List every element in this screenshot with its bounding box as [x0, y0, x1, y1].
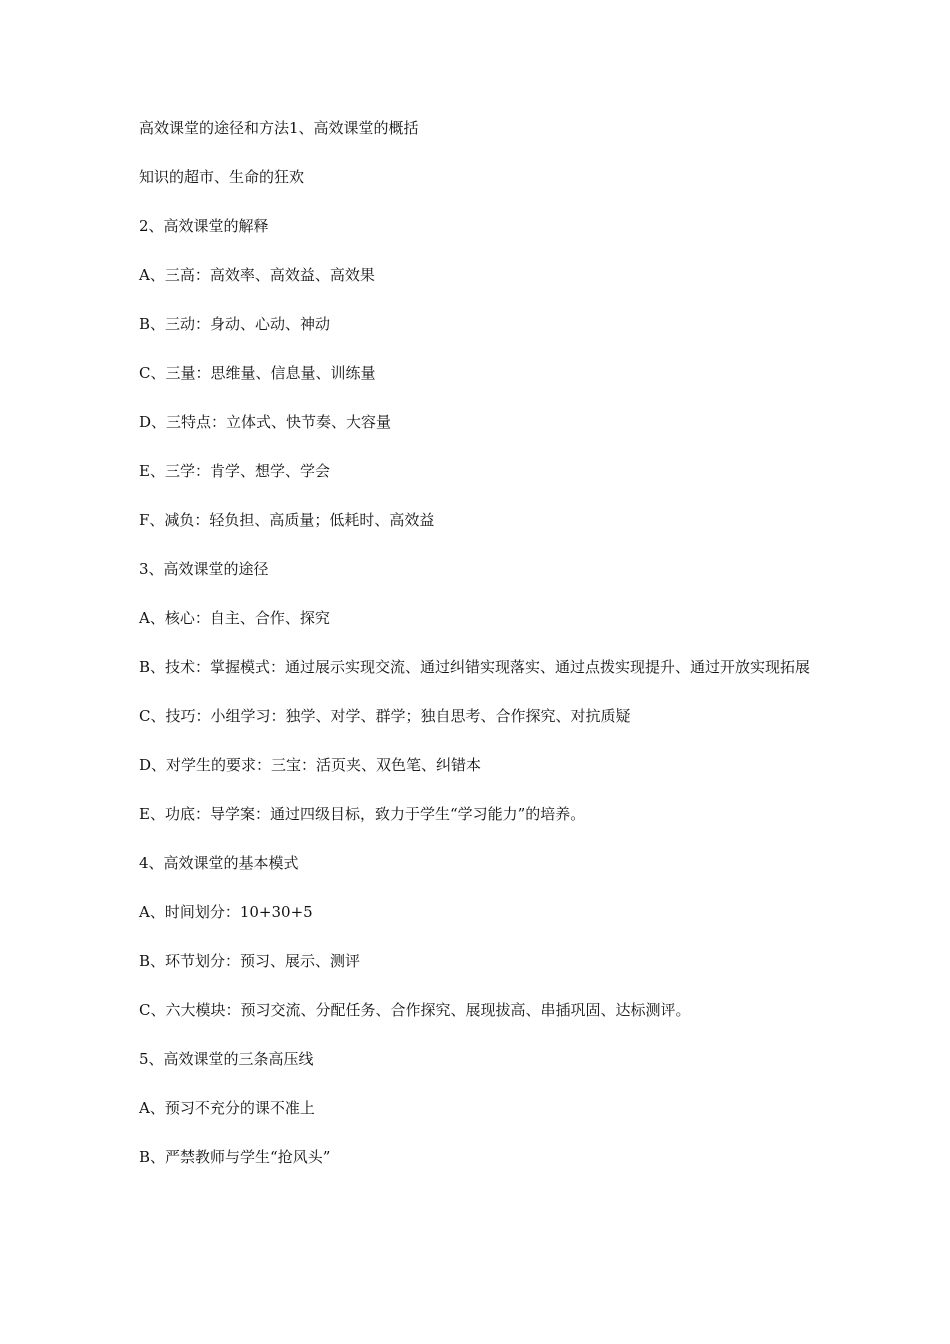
- list-item: E、三学：肯学、想学、学会: [139, 462, 330, 480]
- list-item: F、减负：轻负担、高质量；低耗时、高效益: [139, 511, 435, 529]
- list-item: C、三量：思维量、信息量、训练量: [139, 364, 376, 382]
- document-body: [139, 116, 819, 1194]
- list-item: B、三动：身动、心动、神动: [139, 315, 331, 333]
- list-item: C、六大模块：预习交流、分配任务、合作探究、展现拔高、串插巩固、达标测评。: [139, 1001, 691, 1019]
- list-item: C、技巧：小组学习：独学、对学、群学；独自思考、合作探究、对抗质疑: [139, 707, 631, 725]
- paragraph-summary: 知识的超市、生命的狂欢: [139, 168, 305, 186]
- list-item: B、环节划分：预习、展示、测评: [139, 952, 361, 970]
- list-item: E、功底：导学案：通过四级目标，致力于学生“学习能力”的培养。: [139, 805, 586, 823]
- section-heading-3: 3、高效课堂的途径: [139, 560, 269, 578]
- list-item: A、三高：高效率、高效益、高效果: [139, 266, 375, 284]
- list-item: D、三特点：立体式、快节奏、大容量: [139, 413, 392, 431]
- section-heading-5: 5、高效课堂的三条高压线: [139, 1050, 314, 1068]
- list-item: D、对学生的要求：三宝：活页夹、双色笔、纠错本: [139, 756, 482, 774]
- list-item: A、时间划分：10+30+5: [139, 903, 313, 921]
- list-item: A、预习不充分的课不准上: [139, 1099, 315, 1117]
- list-item: B、严禁教师与学生“抢风头”: [139, 1148, 331, 1166]
- doc-title-line: 高效课堂的途径和方法1、高效课堂的概括: [139, 119, 419, 137]
- list-item: B、技术：掌握模式：通过展示实现交流、通过纠错实现落实、通过点拨实现提升、通过开放实现拓展: [139, 658, 811, 676]
- list-item: A、核心：自主、合作、探究: [139, 609, 330, 627]
- section-heading-2: 2、高效课堂的解释: [139, 217, 269, 235]
- section-heading-4: 4、高效课堂的基本模式: [139, 854, 299, 872]
